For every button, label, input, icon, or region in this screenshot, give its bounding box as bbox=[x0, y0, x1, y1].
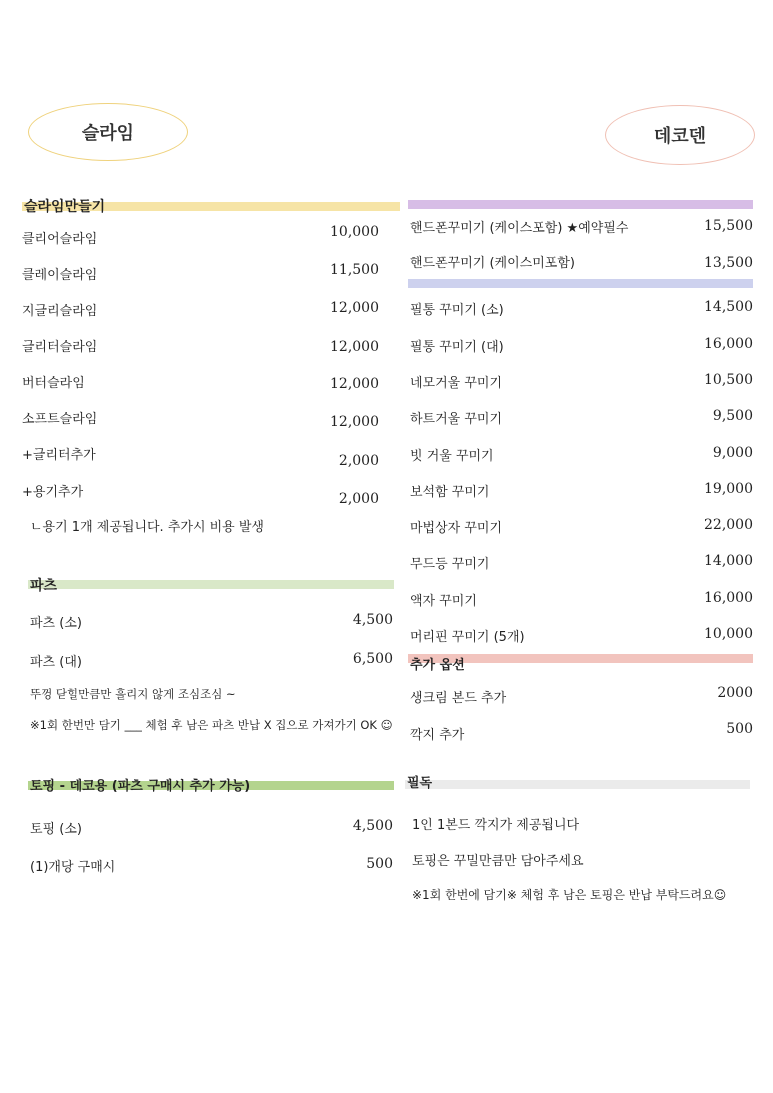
topping-section-title: 토핑 - 데코용 (파츠 구매시 추가 가능) bbox=[30, 779, 251, 794]
slime-section-title: 슬라임만들기 bbox=[24, 199, 106, 215]
menu-item-price: 12,000 bbox=[330, 414, 379, 430]
menu-item-price: 15,500 bbox=[704, 218, 753, 234]
menu-item-name: 네모거울 꾸미기 bbox=[410, 376, 503, 391]
menu-item-name: 머리핀 꾸미기 (5개) bbox=[410, 630, 525, 645]
parts-warning: ※1회 한번만 담기 ___ 체험 후 남은 파츠 반납 X 집으로 가져가기 OK ☺ bbox=[30, 718, 393, 732]
menu-item-price: 4,500 bbox=[352, 612, 393, 628]
menu-item-name: 지글리슬라임 bbox=[22, 304, 98, 319]
slime-title: 슬라임 bbox=[81, 123, 135, 144]
menu-item-price: 10,000 bbox=[330, 224, 379, 240]
menu-item-price: 9,500 bbox=[712, 408, 753, 424]
menu-item-price: 11,500 bbox=[330, 262, 379, 278]
menu-item-name: 빗 거울 꾸미기 bbox=[410, 449, 494, 464]
menu-item-name: 필통 꾸미기 (소) bbox=[410, 303, 504, 318]
menu-item-price: 10,500 bbox=[704, 372, 753, 388]
menu-item-name: 소프트슬라임 bbox=[22, 412, 98, 427]
menu-item-price: 12,000 bbox=[330, 300, 379, 316]
menu-item-name: 마법상자 꾸미기 bbox=[410, 521, 503, 536]
parts-section-bar bbox=[28, 580, 394, 589]
menu-item-price: 12,000 bbox=[330, 376, 379, 392]
menu-item-price: 19,000 bbox=[704, 481, 753, 497]
menu-item-name: 핸드폰꾸미기 (케이스포함) ★예약필수 bbox=[410, 221, 629, 236]
menu-item-name: 필통 꾸미기 (대) bbox=[410, 340, 504, 355]
phone-section-bar bbox=[408, 200, 753, 209]
menu-item-name: 액자 꾸미기 bbox=[410, 594, 477, 609]
menu-item-name: 하트거울 꾸미기 bbox=[410, 412, 503, 427]
menu-item-name: 생크림 본드 추가 bbox=[410, 691, 507, 706]
required-section-bar bbox=[405, 780, 750, 789]
menu-item-price: 6,500 bbox=[352, 651, 393, 667]
menu-item-price: 500 bbox=[726, 721, 753, 737]
menu-item-name: 버터슬라임 bbox=[22, 376, 85, 391]
menu-item-name: 클리어슬라임 bbox=[22, 232, 98, 247]
menu-item-price: 13,500 bbox=[704, 255, 753, 271]
parts-section-title: 파츠 bbox=[30, 578, 58, 594]
menu-item-name: +글리터추가 bbox=[22, 448, 96, 463]
menu-item-name: 파츠 (대) bbox=[30, 655, 82, 670]
menu-item-name: 보석함 꾸미기 bbox=[410, 485, 490, 500]
menu-item-price: 500 bbox=[366, 856, 393, 872]
menu-item-name: 핸드폰꾸미기 (케이스미포함) bbox=[410, 256, 575, 271]
menu-item-name: +용기추가 bbox=[22, 485, 84, 500]
required-section-title: 필독 bbox=[407, 776, 433, 791]
menu-item-name: 클레이슬라임 bbox=[22, 268, 98, 283]
menu-item-name: 파츠 (소) bbox=[30, 616, 82, 631]
menu-item-name: 글리터슬라임 bbox=[22, 340, 98, 355]
menu-item-price: 2,000 bbox=[338, 491, 379, 507]
slime-title-oval bbox=[28, 103, 188, 161]
menu-item-price: 14,500 bbox=[704, 299, 753, 315]
menu-item-name: 무드등 꾸미기 bbox=[410, 557, 490, 572]
required-line: ※1회 한번에 담기※ 체험 후 남은 토핑은 반납 부탁드려요☺ bbox=[412, 888, 727, 902]
options-section-title: 추가 옵션 bbox=[410, 658, 465, 673]
parts-note: 뚜껑 닫힐만큼만 흘리지 않게 조심조심 ~ bbox=[30, 687, 236, 701]
required-line: 토핑은 꾸밀만큼만 담아주세요 bbox=[412, 854, 584, 869]
menu-item-name: 깍지 추가 bbox=[410, 728, 465, 743]
required-line: 1인 1본드 깍지가 제공됩니다 bbox=[412, 818, 580, 833]
menu-item-price: 2000 bbox=[717, 685, 753, 701]
menu-item-price: 10,000 bbox=[704, 626, 753, 642]
decoden-title: 데코덴 bbox=[653, 126, 707, 147]
slime-note: ㄴ용기 1개 제공됩니다. 추가시 비용 발생 bbox=[30, 520, 264, 535]
menu-item-price: 4,500 bbox=[352, 818, 393, 834]
decoden-title-oval bbox=[605, 105, 755, 165]
menu-item-name: 토핑 (소) bbox=[30, 822, 82, 837]
deco-section-bar bbox=[408, 279, 753, 288]
menu-item-price: 12,000 bbox=[330, 339, 379, 355]
menu-item-name: (1)개당 구매시 bbox=[30, 860, 116, 875]
menu-item-price: 9,000 bbox=[712, 445, 753, 461]
menu-item-price: 16,000 bbox=[704, 590, 753, 606]
menu-item-price: 16,000 bbox=[704, 336, 753, 352]
menu-item-price: 14,000 bbox=[704, 553, 753, 569]
menu-item-price: 2,000 bbox=[338, 453, 379, 469]
menu-item-price: 22,000 bbox=[704, 517, 753, 533]
